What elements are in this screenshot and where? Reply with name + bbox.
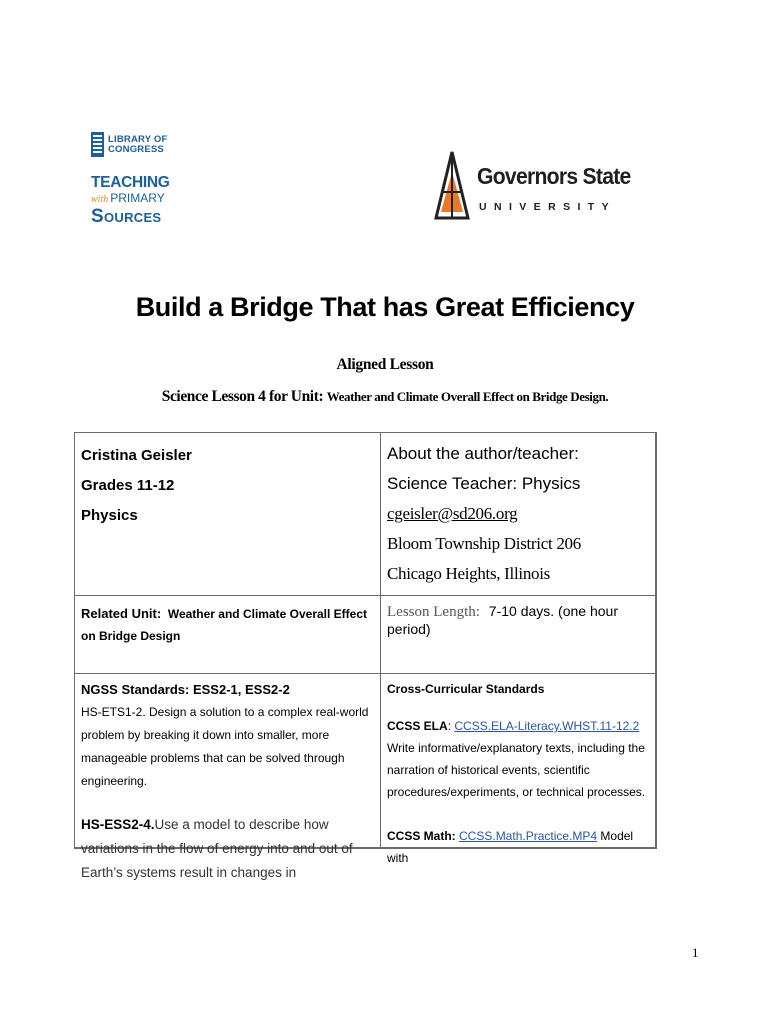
about-cell xyxy=(387,439,652,589)
document-subtitle: Aligned Lesson xyxy=(336,356,434,373)
lesson-length-value: 7-10 days. (one hour period) xyxy=(387,603,618,637)
ela-standard-link[interactable]: CCSS.ELA-Literacy.WHST.11-12.2 xyxy=(454,719,640,733)
about-district: Bloom Township District 206 xyxy=(387,534,581,553)
gsu-name: Governors State xyxy=(477,163,631,189)
gsu-tower-icon xyxy=(432,150,472,220)
document-title: Build a Bridge That has Great Efficiency xyxy=(135,292,635,322)
gsu-university: UNIVERSITY xyxy=(479,201,617,213)
lesson-length-label: Lesson Length: xyxy=(387,604,480,620)
ela-text: Write informative/explanatory texts, including the narration of historical events, scientific procedures/experiments, or technical processes. xyxy=(387,741,646,799)
ela-separator: : xyxy=(447,719,455,733)
tps-sources: Sources xyxy=(91,206,162,227)
loc-line1: LIBRARY OF xyxy=(108,133,168,145)
about-heading: About the author/teacher: xyxy=(387,444,579,463)
tps-with: with xyxy=(91,194,109,205)
page-number: 1 xyxy=(692,945,699,960)
author-cell xyxy=(81,441,371,531)
library-book-icon xyxy=(91,132,104,157)
loc-tps-logo xyxy=(91,132,171,227)
lesson-length-cell xyxy=(387,603,652,639)
math-text: Model with xyxy=(387,829,634,865)
ngss-ess-text: Use a model to describe how variations in the flow of energy into and out of Earth’s systems result in changes in xyxy=(81,817,353,880)
math-standard-link[interactable]: CCSS.Math.Practice.MP4 xyxy=(459,829,598,843)
author-grades: Grades 11-12 xyxy=(81,477,175,494)
related-unit-value: Weather and Climate Overall Effect on Bridge Design xyxy=(81,607,368,643)
ngss-ess-code: HS-ESS2-4. xyxy=(81,817,155,832)
author-subject: Physics xyxy=(81,507,138,524)
tps-teaching: TEACHING xyxy=(91,174,170,191)
gsu-logo xyxy=(432,150,642,220)
lesson-info-table xyxy=(74,432,657,880)
related-unit-label: Related Unit: xyxy=(81,606,162,621)
unit-line-value: Weather and Climate Overall Effect on Bridge Design. xyxy=(326,389,609,404)
about-role: Science Teacher: Physics xyxy=(387,474,581,493)
ngss-cell xyxy=(81,681,377,885)
ngss-ets-text: HS-ETS1-2. Design a solution to a complex real-world problem by breaking it down into smaller, more manageable problems that can be solved through engineering. xyxy=(81,705,369,788)
loc-line2: CONGRESS xyxy=(108,143,164,155)
ngss-heading: NGSS Standards: ESS2-1, ESS2-2 xyxy=(81,682,290,697)
author-email-link[interactable]: cgeisler@sd206.org xyxy=(387,504,518,523)
math-label: CCSS Math: xyxy=(387,829,456,843)
related-unit-cell xyxy=(81,603,373,647)
math-line xyxy=(387,825,655,869)
cross-heading: Cross-Curricular Standards xyxy=(387,682,545,696)
tps-primary: PRIMARY xyxy=(110,191,165,205)
cross-curricular-cell xyxy=(387,681,655,869)
about-location: Chicago Heights, Illinois xyxy=(387,564,550,583)
ela-label: CCSS ELA xyxy=(387,719,448,733)
ela-line xyxy=(387,715,655,737)
unit-line-label: Science Lesson 4 for Unit: xyxy=(161,388,324,405)
unit-line xyxy=(0,388,770,406)
author-name: Cristina Geisler xyxy=(81,447,192,464)
